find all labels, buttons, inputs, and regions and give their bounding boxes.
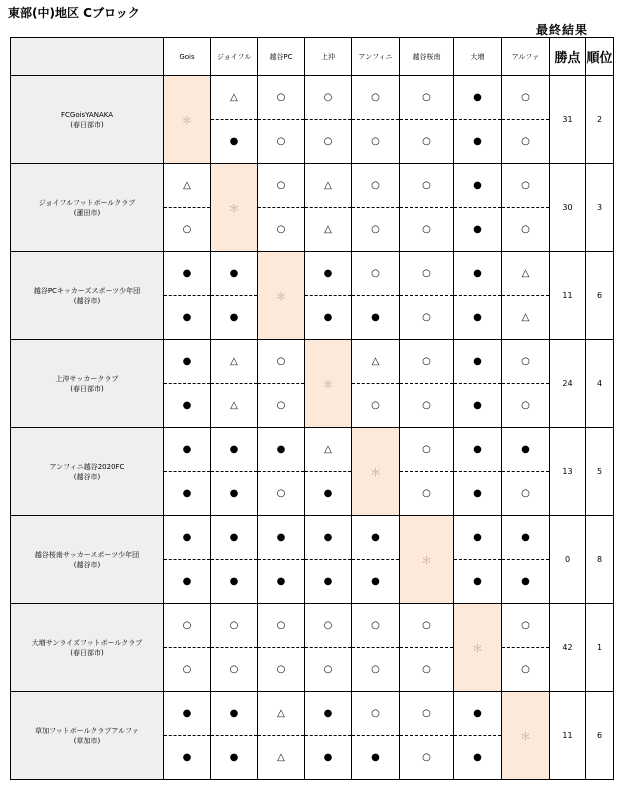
match-result-cell: ○ <box>400 120 454 164</box>
match-result-cell: △ <box>211 340 258 384</box>
match-result-cell: ● <box>164 472 211 516</box>
team-row-first-leg <box>11 692 614 736</box>
match-result-cell: ● <box>164 296 211 340</box>
match-result-cell: ● <box>211 120 258 164</box>
points-cell: 30 <box>550 164 586 252</box>
rank-header: 順位 <box>586 38 614 76</box>
match-result-cell: ● <box>305 472 352 516</box>
team-row-first-leg <box>11 428 614 472</box>
points-cell: 42 <box>550 604 586 692</box>
match-result-cell: ○ <box>400 736 454 780</box>
match-result-cell: △ <box>305 164 352 208</box>
match-result-cell: ● <box>211 296 258 340</box>
match-result-cell: ○ <box>352 164 400 208</box>
points-cell: 11 <box>550 692 586 780</box>
match-result-cell: ● <box>352 516 400 560</box>
results-body <box>11 76 614 780</box>
match-result-cell: ○ <box>305 76 352 120</box>
match-result-cell: ● <box>305 692 352 736</box>
match-result-cell: ○ <box>400 340 454 384</box>
team-name: 上沖サッカークラブ <box>55 374 119 383</box>
match-result-cell: ○ <box>258 604 305 648</box>
opponent-header-infini: アンフィニ <box>352 38 400 76</box>
match-result-cell: ○ <box>502 120 550 164</box>
match-result-cell: ○ <box>164 208 211 252</box>
opponent-header-joyful: ジョイフル <box>211 38 258 76</box>
match-result-cell: ○ <box>258 340 305 384</box>
match-result-cell: ○ <box>352 648 400 692</box>
match-result-cell: ● <box>502 516 550 560</box>
rank-cell: 6 <box>586 692 614 780</box>
header-row <box>11 38 614 76</box>
match-result-cell: ● <box>352 296 400 340</box>
match-result-cell: ○ <box>164 648 211 692</box>
rank-cell: 1 <box>586 604 614 692</box>
match-result-cell: △ <box>352 340 400 384</box>
self-match-cell: ＊ <box>164 76 211 164</box>
match-result-cell: ○ <box>400 472 454 516</box>
match-result-cell: ● <box>164 516 211 560</box>
match-result-cell: ○ <box>502 384 550 428</box>
match-result-cell: ○ <box>502 604 550 648</box>
match-result-cell: ● <box>211 252 258 296</box>
match-result-cell: ● <box>164 736 211 780</box>
team-name-cell <box>11 164 164 252</box>
match-result-cell: ○ <box>400 428 454 472</box>
match-result-cell: ○ <box>211 648 258 692</box>
rank-cell: 2 <box>586 76 614 164</box>
team-name-cell <box>11 428 164 516</box>
match-result-cell: ● <box>258 428 305 472</box>
self-match-cell: ＊ <box>502 692 550 780</box>
match-result-cell: △ <box>211 384 258 428</box>
match-result-cell: ○ <box>258 76 305 120</box>
match-result-cell: ○ <box>258 472 305 516</box>
team-city: (越谷市) <box>73 296 101 305</box>
team-city: (春日部市) <box>70 120 104 129</box>
match-result-cell: ● <box>211 472 258 516</box>
team-name-cell <box>11 604 164 692</box>
match-result-cell: △ <box>164 164 211 208</box>
match-result-cell: ○ <box>305 120 352 164</box>
match-result-cell: ○ <box>400 604 454 648</box>
team-row-first-leg <box>11 76 614 120</box>
match-result-cell: ● <box>211 692 258 736</box>
match-result-cell: ● <box>454 208 502 252</box>
match-result-cell: ● <box>258 516 305 560</box>
results-table <box>10 37 614 780</box>
match-result-cell: ○ <box>502 164 550 208</box>
match-result-cell: ● <box>502 560 550 604</box>
team-name-cell <box>11 340 164 428</box>
match-result-cell: ● <box>454 340 502 384</box>
team-city: (春日部市) <box>70 384 104 393</box>
match-result-cell: ● <box>258 560 305 604</box>
match-result-cell: ● <box>454 164 502 208</box>
points-header: 勝点 <box>550 38 586 76</box>
match-result-cell: ○ <box>211 604 258 648</box>
match-result-cell: ● <box>454 428 502 472</box>
opponent-header-alpha: アルファ <box>502 38 550 76</box>
match-result-cell: ○ <box>400 648 454 692</box>
team-name: 大増サンライズフットボールクラブ <box>31 638 143 647</box>
match-result-cell: ● <box>352 560 400 604</box>
match-result-cell: ● <box>305 252 352 296</box>
match-result-cell: ○ <box>502 76 550 120</box>
match-result-cell: ○ <box>164 604 211 648</box>
team-name: 越谷PCキッカーズスポーツ少年団 <box>33 286 141 295</box>
match-result-cell: ● <box>454 120 502 164</box>
team-row-first-leg <box>11 516 614 560</box>
match-result-cell: ● <box>211 560 258 604</box>
team-city: (越谷市) <box>73 472 101 481</box>
match-result-cell: △ <box>502 252 550 296</box>
match-result-cell: ● <box>305 736 352 780</box>
opponent-header-omasu: 大増 <box>454 38 502 76</box>
team-row-first-leg <box>11 252 614 296</box>
match-result-cell: ○ <box>258 208 305 252</box>
self-match-cell: ＊ <box>211 164 258 252</box>
match-result-cell: △ <box>305 428 352 472</box>
points-cell: 24 <box>550 340 586 428</box>
self-match-cell: ＊ <box>400 516 454 604</box>
rank-cell: 6 <box>586 252 614 340</box>
match-result-cell: ● <box>164 428 211 472</box>
opponent-header-gois: Gois <box>164 38 211 76</box>
match-result-cell: ● <box>211 736 258 780</box>
team-city: (草加市) <box>73 736 101 745</box>
match-result-cell: ○ <box>258 164 305 208</box>
team-name-cell <box>11 76 164 164</box>
match-result-cell: ○ <box>400 252 454 296</box>
match-result-cell: ○ <box>258 384 305 428</box>
match-result-cell: △ <box>211 76 258 120</box>
match-result-cell: △ <box>258 736 305 780</box>
team-name-cell <box>11 516 164 604</box>
match-result-cell: ● <box>454 252 502 296</box>
team-name: アンフィニ越谷2020FC <box>49 462 125 471</box>
match-result-cell: ○ <box>400 164 454 208</box>
match-result-cell: ● <box>502 428 550 472</box>
match-result-cell: ○ <box>258 648 305 692</box>
opponent-header-koshigaya-pc: 越谷PC <box>258 38 305 76</box>
match-result-cell: ● <box>454 560 502 604</box>
match-result-cell: ● <box>454 296 502 340</box>
match-result-cell: ○ <box>352 208 400 252</box>
team-name: FCGoisYANAKA <box>60 110 113 119</box>
match-result-cell: ○ <box>352 120 400 164</box>
team-city: (越谷市) <box>73 560 101 569</box>
match-result-cell: ○ <box>305 604 352 648</box>
team-row-first-leg <box>11 164 614 208</box>
match-result-cell: ○ <box>400 296 454 340</box>
team-row-first-leg <box>11 604 614 648</box>
match-result-cell: ● <box>352 736 400 780</box>
points-cell: 31 <box>550 76 586 164</box>
team-name-cell <box>11 252 164 340</box>
match-result-cell: ● <box>164 692 211 736</box>
match-result-cell: ○ <box>400 384 454 428</box>
rank-cell: 4 <box>586 340 614 428</box>
team-city: (春日部市) <box>70 648 104 657</box>
rank-cell: 8 <box>586 516 614 604</box>
match-result-cell: ○ <box>502 648 550 692</box>
match-result-cell: ● <box>454 692 502 736</box>
self-match-cell: ＊ <box>258 252 305 340</box>
team-row-first-leg <box>11 340 614 384</box>
block-title: 東部(中)地区 Cブロック <box>8 6 140 20</box>
match-result-cell: ● <box>305 296 352 340</box>
match-result-cell: △ <box>305 208 352 252</box>
match-result-cell: ● <box>211 516 258 560</box>
rank-cell: 5 <box>586 428 614 516</box>
team-name-cell <box>11 692 164 780</box>
match-result-cell: ○ <box>400 76 454 120</box>
match-result-cell: ● <box>164 560 211 604</box>
team-city: (蓮田市) <box>73 208 101 217</box>
match-result-cell: ● <box>454 736 502 780</box>
match-result-cell: ● <box>454 76 502 120</box>
points-cell: 11 <box>550 252 586 340</box>
final-results-label: 最終結果 <box>536 23 589 37</box>
match-result-cell: ○ <box>352 252 400 296</box>
match-result-cell: ○ <box>400 208 454 252</box>
opponent-header-kamioki: 上沖 <box>305 38 352 76</box>
header-corner-cell <box>11 38 164 76</box>
team-name: ジョイフルフットボールクラブ <box>38 198 136 207</box>
team-name: 越谷桜南サッカースポーツ少年団 <box>34 550 140 559</box>
self-match-cell: ＊ <box>305 340 352 428</box>
match-result-cell: ○ <box>305 648 352 692</box>
match-result-cell: ● <box>454 472 502 516</box>
match-result-cell: ● <box>305 516 352 560</box>
self-match-cell: ＊ <box>352 428 400 516</box>
match-result-cell: ● <box>454 384 502 428</box>
match-result-cell: ● <box>454 516 502 560</box>
match-result-cell: ● <box>164 384 211 428</box>
match-result-cell: △ <box>502 296 550 340</box>
points-cell: 13 <box>550 428 586 516</box>
match-result-cell: ● <box>164 340 211 384</box>
match-result-cell: ○ <box>502 208 550 252</box>
match-result-cell: ○ <box>258 120 305 164</box>
match-result-cell: ● <box>305 560 352 604</box>
match-result-cell: ● <box>211 428 258 472</box>
match-result-cell: ● <box>164 252 211 296</box>
match-result-cell: ○ <box>502 340 550 384</box>
match-result-cell: ○ <box>352 604 400 648</box>
match-result-cell: ○ <box>502 472 550 516</box>
rank-cell: 3 <box>586 164 614 252</box>
match-result-cell: ○ <box>352 76 400 120</box>
self-match-cell: ＊ <box>454 604 502 692</box>
match-result-cell: ○ <box>400 692 454 736</box>
match-result-cell: ○ <box>352 384 400 428</box>
match-result-cell: △ <box>258 692 305 736</box>
team-name: 草加フットボールクラブアルファ <box>35 726 139 735</box>
points-cell: 0 <box>550 516 586 604</box>
match-result-cell: ○ <box>352 692 400 736</box>
opponent-header-koshigaya-ounan: 越谷桜南 <box>400 38 454 76</box>
